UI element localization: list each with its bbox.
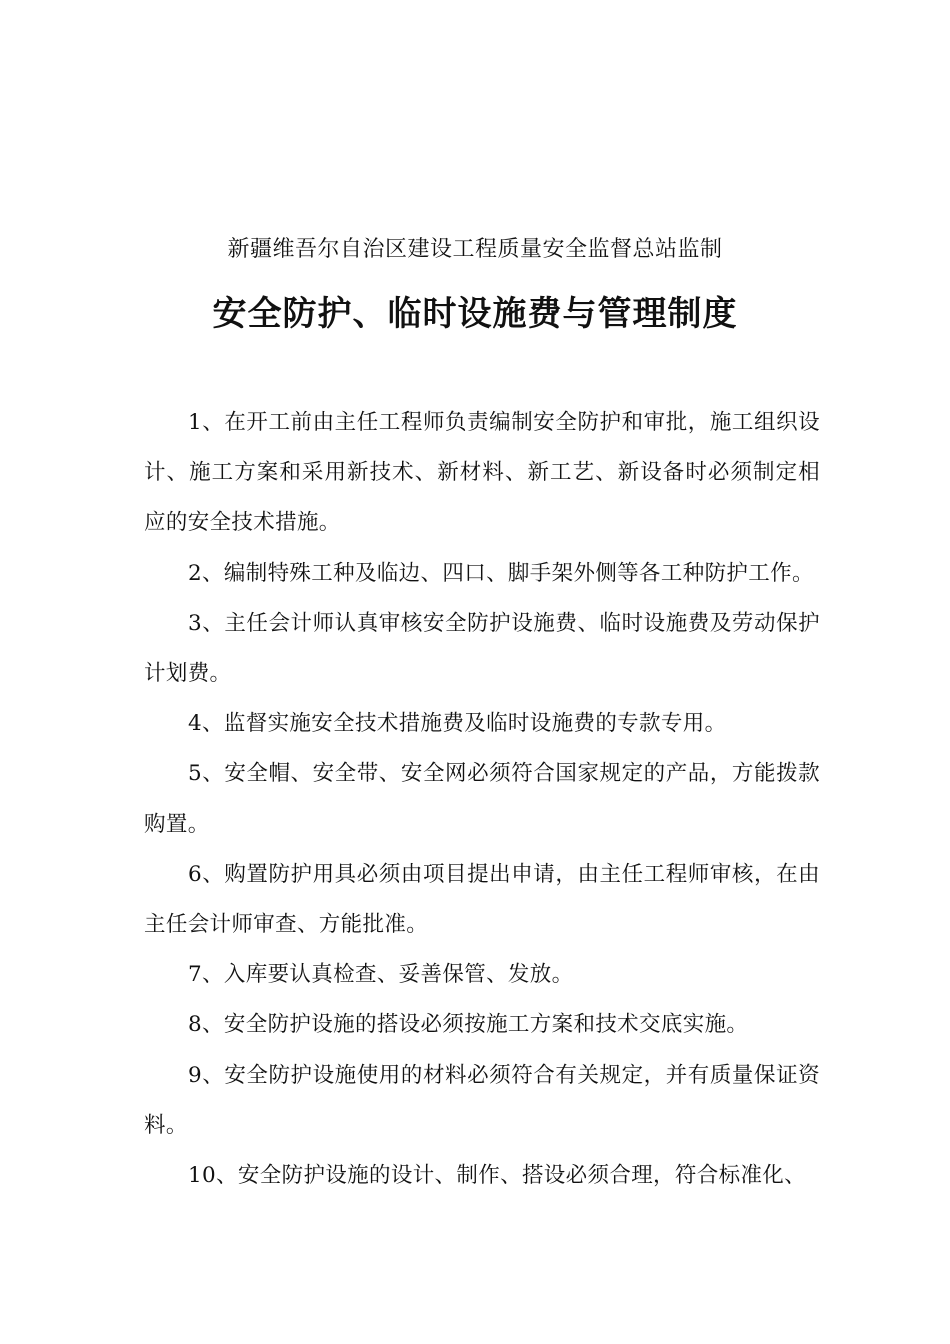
paragraph-2: 2、编制特殊工种及临边、四口、脚手架外侧等各工种防护工作。 xyxy=(188,560,814,586)
paragraph-10: 10、安全防护设施的设计、制作、搭设必须合理，符合标准化、 xyxy=(188,1163,807,1189)
issuer-line: 新疆维吾尔自治区建设工程质量安全监督总站监制 xyxy=(227,237,723,262)
paragraph-3: 3、主任会计师认真审核安全防护设施费、临时设施费及劳动保护计划费。 xyxy=(144,610,820,687)
paragraph-9: 9、安全防护设施使用的材料必须符合有关规定，并有质量保证资料。 xyxy=(144,1062,820,1138)
document-title: 安全防护、临时设施费与管理制度 xyxy=(212,294,738,334)
paragraph-6: 6、购置防护用具必须由项目提出申请，由主任工程师审核，在由主任会计师审查、方能批准。 xyxy=(144,861,820,938)
paragraph-4: 4、监督实施安全技术措施费及临时设施费的专款专用。 xyxy=(188,711,727,737)
paragraph-5: 5、安全帽、安全带、安全网必须符合国家规定的产品，方能拨款购置。 xyxy=(144,761,820,837)
document-body xyxy=(144,398,820,1201)
paragraph-8: 8、安全防护设施的搭设必须按施工方案和技术交底实施。 xyxy=(188,1012,749,1038)
paragraph-1: 1、在开工前由主任工程师负责编制安全防护和审批，施工组织设计、施工方案和采用新技术、新材料、新工艺、新设备时必须制定相应的安全技术措施。 xyxy=(144,410,820,536)
paragraph-7: 7、入库要认真检查、妥善保管、发放。 xyxy=(188,962,574,988)
